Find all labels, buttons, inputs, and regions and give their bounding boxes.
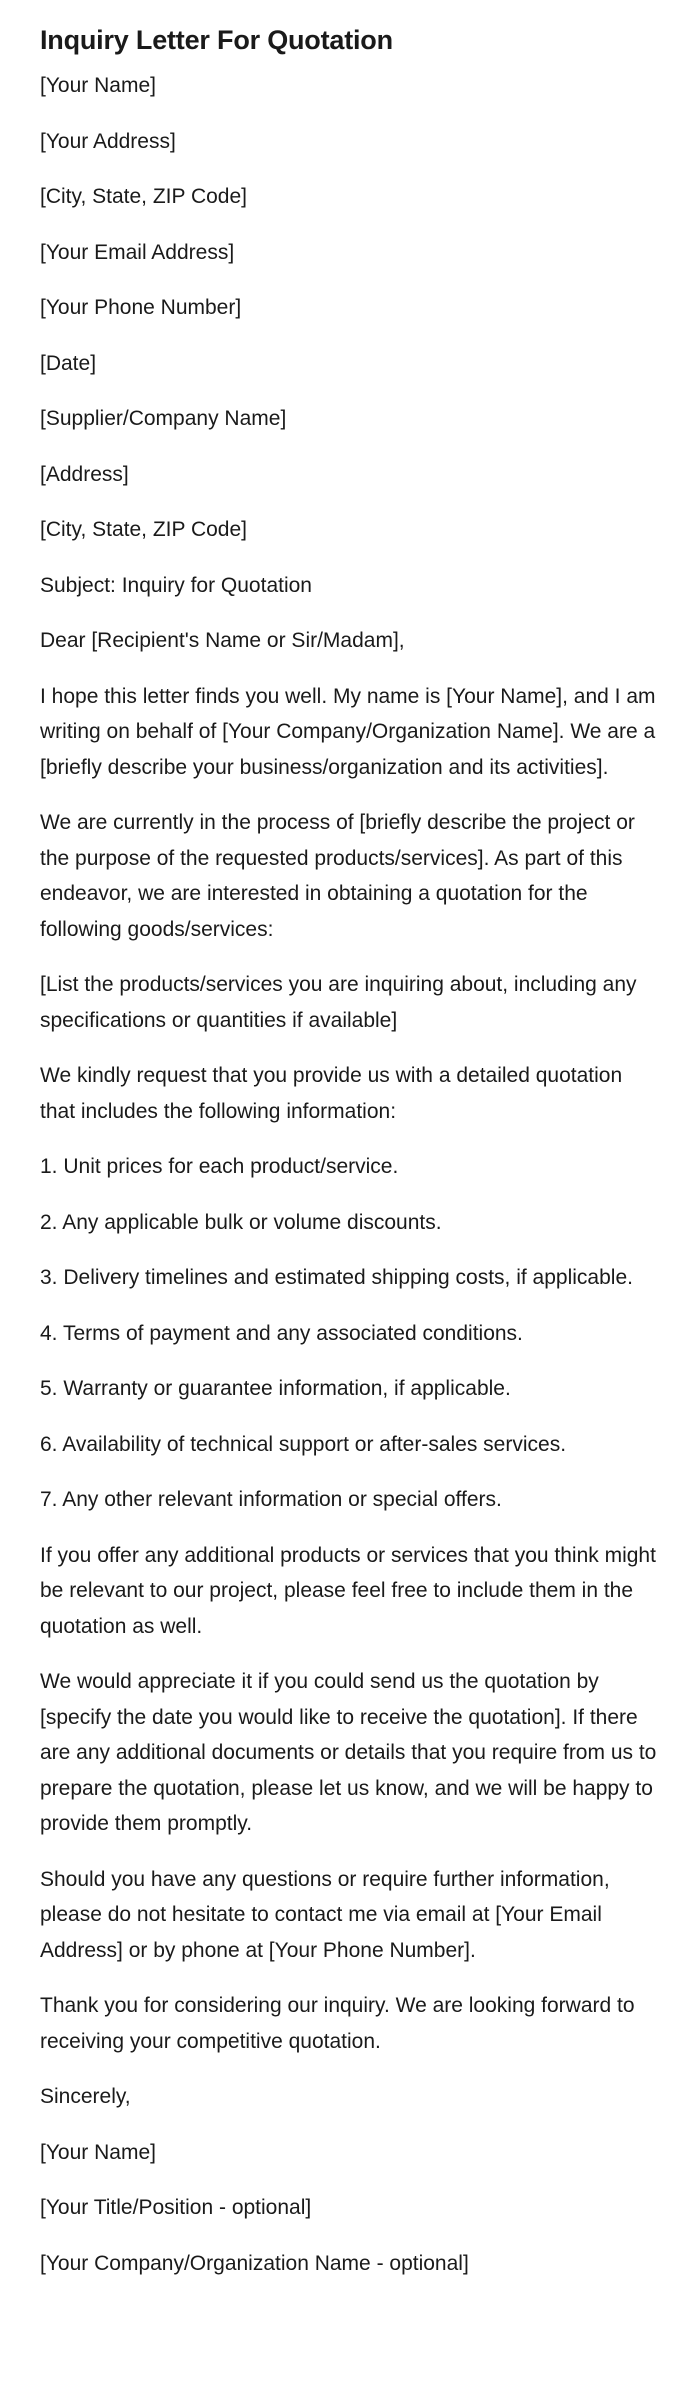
signature-company: [Your Company/Organization Name - optional] — [40, 2251, 469, 2275]
thanks-paragraph: Thank you for considering our inquiry. We are looking forward to receiving your competitive quotation. — [40, 1994, 635, 2053]
signature-title: [Your Title/Position - optional] — [40, 2196, 312, 2219]
sender-phone: [Your Phone Number] — [40, 296, 242, 319]
subject-line: Subject: Inquiry for Quotation — [40, 573, 312, 597]
intro-paragraph: I hope this letter finds you well. My name is [Your Name], and I am writing on behalf of [Your Company/Organization Name]. We are a [briefly describe your business/organization and its activities]. — [40, 684, 656, 779]
recipient-city-state-zip: [City, State, ZIP Code] — [40, 518, 247, 541]
list-item: 2. Any applicable bulk or volume discounts. — [40, 1210, 442, 1234]
list-item: 6. Availability of technical support or after-sales services. — [40, 1432, 567, 1456]
list-item: 3. Delivery timelines and estimated shipping costs, if applicable. — [40, 1266, 633, 1289]
closing: Sincerely, — [40, 2085, 131, 2108]
sender-email: [Your Email Address] — [40, 240, 235, 264]
document-title: Inquiry Letter For Quotation — [40, 25, 393, 55]
products-list-placeholder: [List the products/services you are inquiring about, including any specifications or quantities if available] — [40, 973, 637, 1032]
request-paragraph: We kindly request that you provide us with a detailed quotation that includes the following information: — [40, 1064, 623, 1123]
list-item: 5. Warranty or guarantee information, if applicable. — [40, 1377, 511, 1400]
contact-paragraph: Should you have any questions or require further information, please do not hesitate to contact me via email at [Your Email Address] or by phone at [Your Phone Number]. — [40, 1867, 610, 1962]
list-item: 7. Any other relevant information or special offers. — [40, 1488, 502, 1511]
recipient-address: [Address] — [40, 462, 129, 486]
letter-date: [Date] — [40, 351, 97, 375]
recipient-company: [Supplier/Company Name] — [40, 407, 287, 430]
additional-products-paragraph: If you offer any additional products or services that you think might be relevant to our project, please feel free to include them in the quotation as well. — [40, 1543, 656, 1638]
list-item: 1. Unit prices for each product/service. — [40, 1155, 399, 1178]
signature-name: [Your Name] — [40, 2140, 156, 2164]
deadline-paragraph: We would appreciate it if you could send us the quotation by [specify the date you would like to receive the quotation]. If there are any additional documents or details that you require from us to prepare the quotation, please let us know, and we will be happy to provide them promptly. — [40, 1670, 657, 1835]
list-item: 4. Terms of payment and any associated conditions. — [40, 1321, 523, 1345]
sender-address: [Your Address] — [40, 129, 176, 153]
sender-city-state-zip: [City, State, ZIP Code] — [40, 185, 247, 208]
salutation: Dear [Recipient's Name or Sir/Madam], — [40, 629, 405, 652]
sender-name: [Your Name] — [40, 74, 156, 97]
project-paragraph: We are currently in the process of [briefly describe the project or the purpose of the requested products/services]. As part of this endeavor, we are interested in obtaining a quotation for the following goods/services: — [40, 811, 635, 941]
